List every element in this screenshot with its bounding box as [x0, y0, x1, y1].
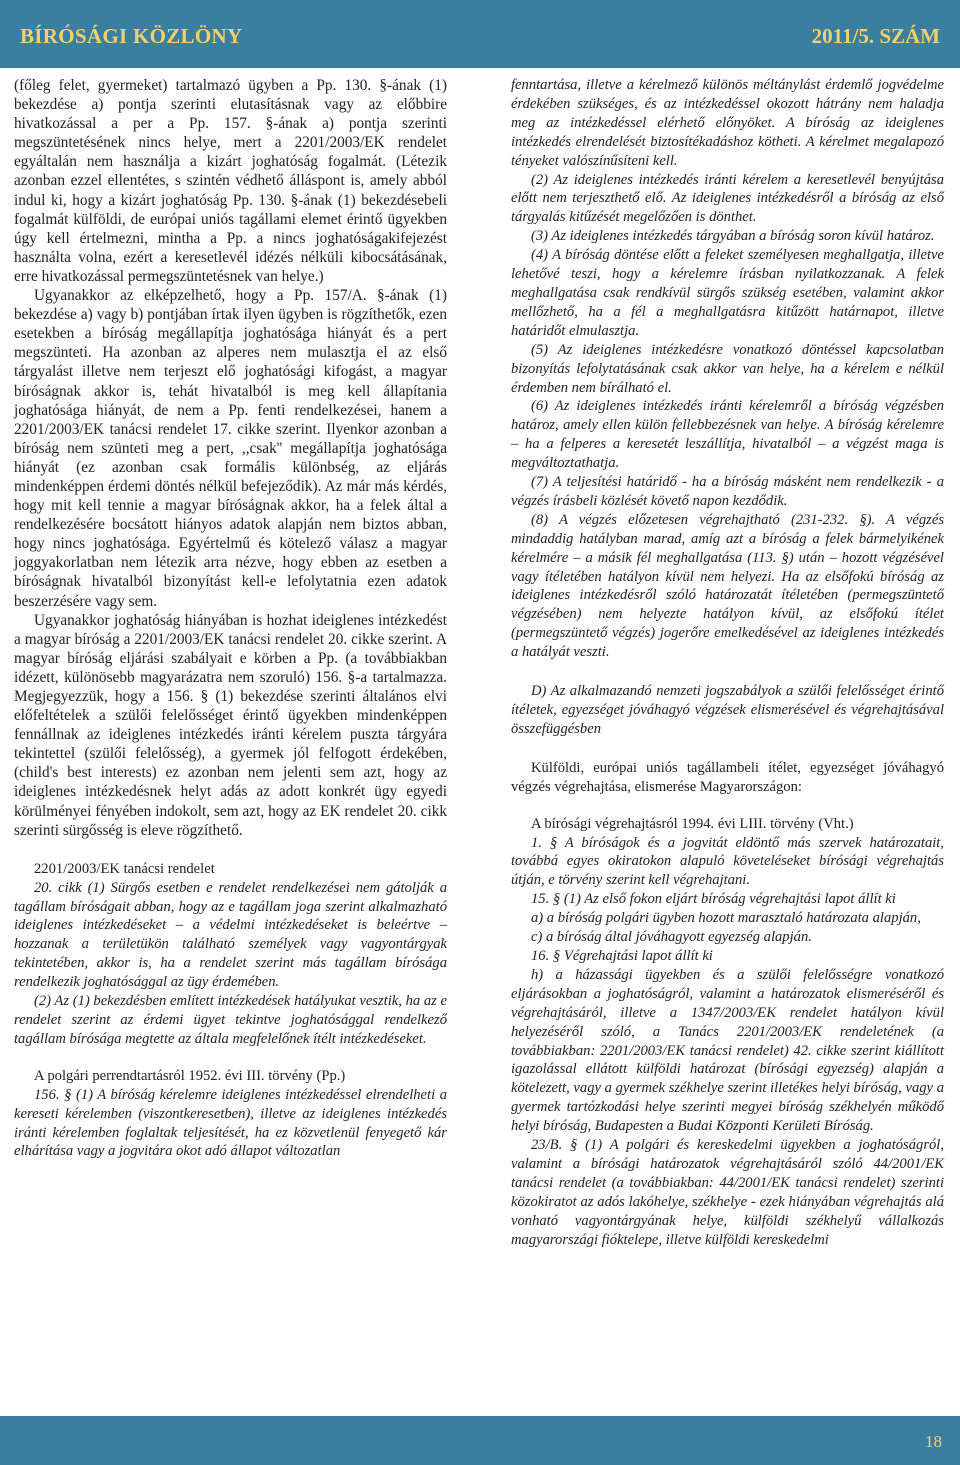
- vht-section-23b: 23/B. § (1) A polgári és kereskedelmi ügyekben a joghatóságról, valamint a bírósági határozatok végrehajtásáról szóló 44/2001/EK tanácsi rendelet (a továbbiakban: 44/2001/EK tanácsi rendelet) szerinti közokiratot az adós lakóhelye, székhelye - ezek hiányában végrehajtás alá vonható vagyontárgyának helye, külföldi székhelyű vállalkozás magyarországi fióktelepe, illetve külföldi kereskedelmi: [511, 1137, 944, 1248]
- section-d-heading: D) Az alkalmazandó nemzeti jogszabályok a szülői felelősséget érintő ítéletek, egyezséget jóváhagyó végzések elismerésével és végrehajtásával összefüggésben: [511, 683, 944, 737]
- regulation-article-20-2: (2) Az (1) bekezdésben említett intézkedések hatályukat vesztik, ha az e rendelet szerint az érdemi ügyet tekintve joghatósággal rendelkező tagállam bírósága megtette az általa megfelelőnek ítélt intézkedéseket.: [14, 993, 447, 1047]
- right-column: [511, 76, 944, 1249]
- left-column: [14, 76, 447, 1161]
- right-paragraph-4: (4) A bíróság döntése előtt a feleket személyesen meghallgatja, illetve lehetővé teszi, hogy a kérelemre írásban nyilatkozzanak. A felek meghallgatása csak rendkívül sürgős szükség esetében, valamint akkor mellőzhető, ha a fél a meghallgatásra kitűzött határnapot, illetve határidőt elmulasztja.: [511, 247, 944, 339]
- vht-section-15-a: a) a bíróság polgári ügyben hozott marasztaló határozata alapján,: [531, 910, 921, 927]
- vht-section-1: 1. § A bíróságok és a jogvitát eldöntő más szervek határozatait, továbbá egyes okiratokon alapuló követeléseket bírósági végrehajtás útján, e törvény szerint kell végrehajtani.: [511, 834, 944, 889]
- vht-section-16-h: h) a házassági ügyekben és a szülői felelősségre vonatkozó eljárásokban a joghatóságról, valamint a határozatok elismeréséről és végrehajtásáról, illetve a 1347/2003/EK rendelet hatályon kívül helyezéséről szóló, a Tanács 2201/2003/EK rendeletének (a továbbiakban: 2201/2003/EK tanácsi rendelet) 42. cikke szerint kiállított igazolással ellátott külföldi határozat (bírósági egyezség) alapján a kötelezett, vagy a gyermek székhelye szerint illetékes helyi bíróság, vagy a gyermek tartózkodási helye szerinti megyei bíróság székhelyén működő helyi bíróság, Budapesten a Budai Központi Kerületi Bíróság.: [511, 966, 944, 1135]
- page-number: 18: [925, 1432, 942, 1451]
- journal-title: BÍRÓSÁGI KÖZLÖNY: [20, 24, 243, 48]
- right-paragraph-8: (8) A végzés előzetesen végrehajtható (231-232. §). A végzés mindaddig hatályban marad, amíg azt a bíróság a felek bármelyikének kérelmére – a másik fél meghallgatása (113. §) után – hozott végzésével vagy ítéletében hatályon kívül nem helyezi. Ha az elsőfokú bíróság az ideiglenes intézkedésről szóló határozatát ítéletében (permegszüntető végzésében) nem helyezte hatályon kívül, az elsőfokú ítélet (permegszüntető végzés) jogerőre emelkedésével az ideiglenes intézkedés a hatályát veszti.: [511, 511, 944, 661]
- enforcement-act-heading: A bírósági végrehajtásról 1994. évi LIII. törvény (Vht.): [531, 815, 854, 832]
- right-paragraph-3: (3) Az ideiglenes intézkedés tárgyában a bíróság soron kívül határoz.: [531, 228, 935, 245]
- right-paragraph-6: (6) Az ideiglenes intézkedés iránti kérelemről a bíróság végzésben határoz, amely ellen külön fellebbezésnek van helye. A bíróság kérelemre – ha a felperes a keresetét leszállítja, hivatalból – a végzést maga is megváltoztathatja.: [511, 398, 944, 472]
- right-paragraph-5: (5) Az ideiglenes intézkedésre vonatkozó döntéssel kapcsolatban bizonyítás lefolytatásának csak akkor van helye, ha a kérelem e nélkül érdemben nem bírálható el.: [511, 341, 944, 396]
- foreign-judgment-heading: Külföldi, európai uniós tagállambeli ítélet, egyezséget jóváhagyó végzés végrehajtása, elismerése Magyarországon:: [511, 759, 944, 795]
- right-paragraph-1: fenntartása, illetve a kérelmező különös méltánylást érdemlő jogvédelme érdekében szükséges, és az intézkedéssel okozott hátrány nem haladja meg az intézkedéssel elérhető előnyöket. A bíróság az ideiglenes intézkedés elrendelését biztosítékadáshoz kötheti. A kérelmet megalapozó tényeket valószínűsíteni kell.: [511, 77, 944, 169]
- vht-section-15-c: c) a bíróság által jóváhagyott egyezség alapján.: [531, 929, 812, 946]
- right-paragraph-2: (2) Az ideiglenes intézkedés iránti kérelem a keresetlevél benyújtása előtt nem terjeszthető elő. Az ideiglenes intézkedésről a bíróság az első tárgyalás kitűzését megelőzően is dönthet.: [511, 171, 944, 226]
- regulation-heading: 2201/2003/EK tanácsi rendelet: [34, 860, 215, 877]
- journal-header: [0, 0, 960, 68]
- vht-section-15: 15. § (1) Az első fokon eljárt bíróság végrehajtási lapot állít ki: [531, 891, 896, 908]
- page-footer: [0, 1416, 960, 1465]
- issue-number: 2011/5. SZÁM: [811, 24, 940, 48]
- left-paragraph-1: (főleg felet, gyermeket) tartalmazó ügyben a Pp. 130. §-ának (1) bekezdése a) pontja szerinti elutasításnak vagy az előbbire hivatkozással a per a Pp. 157. §-ának a) pontja szerinti megszüntetésének nincs helye, mert a 2201/2003/EK rendelet egyáltalán nem használja a kizárt joghatóság fogalmát. (Létezik azonban ezzel ellentétes, s szintén védhető álláspont is, amely abból indul ki, hogy a kizárt joghatóság Pp. 130. §-ának (1) bekezdésebeli fogalmát külföldi, de európai uniós tagállami elemet érintő ügyekben úgy kell értelmezni, mintha a Pp. a nincs joghatóságakifejezést használta volna, ezért a keresetlevél idézés nélküli kibocsátásának, erre hivatkozással permegszüntetésnek van helye.): [14, 77, 447, 285]
- left-paragraph-2: Ugyanakkor az elképzelhető, hogy a Pp. 157/A. §-ának (1) bekezdése a) vagy b) pontjában írtak ilyen ügyben is rögzíthetők, ezen esetekben a bíróság megállapítja joghatósága hiányát és a pert megszünteti. Ha azonban az alperes nem mulasztja el az első tárgyalást illetve nem terjeszt elő joghatósági kifogást, a magyar bíróságnak akkor is, tehát hivatalból is meg kell állapítania joghatósága hiányát, de nem a Pp. fenti rendelkezései, hanem a 2201/2003/EK tanácsi rendelet 17. cikke szerint. Ilyenkor azonban a bíróság nem szünteti meg a pert, ,,csak'' megállapítja joghatósága hiányát (ez azonban csak formális különbség, az eljárás mindenképpen érdemi döntés nélkül befejeződik). Az már más kérdés, hogy mit kell tennie a magyar bíróságnak akkor, ha a felek által a rendelkezésére bocsátott hiányos adatok alapján nem biztos abban, hogy nincs joghatósága. Egyértelmű és kötelező válasz a magyar joggyakorlatban nem létezik arra nézve, hogy ebben az esetben a bíróságnak hivatalból bizonyítást kell-e lefolytatnia ezen adatok beszerzésére vagy sem.: [14, 287, 447, 610]
- regulation-article-20-1: 20. cikk (1) Sürgős esetben e rendelet rendelkezései nem gátolják a tagállam bíróságait abban, hogy az e tagállam joga szerint alkalmazható ideiglenes intézkedéseket – a védelmi intézkedéseket is beleértve – hozzanak a területükön található személyek vagy vagyontárgyak tekintetében, akkor is, ha a rendelet szerint más tagállam bírósága rendelkezik joghatósággal az ügy érdemében.: [14, 879, 447, 991]
- civil-procedure-heading: A polgári perrendtartásról 1952. évi III. törvény (Pp.): [34, 1067, 346, 1084]
- civil-procedure-156-1: 156. § (1) A bíróság kérelemre ideiglenes intézkedéssel elrendelheti a kereseti kérelemben (viszontkeresetben), illetve az ideiglenes intézkedés iránti kérelemben foglaltak teljesítését, ha ez közvetlenül fenyegető kár elhárítása vagy a jogvitára okot adó állapot változatlan: [14, 1086, 447, 1160]
- vht-section-16: 16. § Végrehajtási lapot állít ki: [531, 947, 713, 964]
- left-paragraph-3: Ugyanakkor joghatóság hiányában is hozhat ideiglenes intézkedést a magyar bíróság a 2201/2003/EK tanácsi rendelet 20. cikke szerint. A magyar bíróság eljárási szabályait e körben a Pp. (a továbbiakban idézett, különösebb magyarázatra nem szoruló) 156. §-a tartalmazza. Megjegyezzük, hogy a 156. § (1) bekezdése szerinti általános elvi előfeltételek a szülői felelősséget érintő ügyekben mindenképpen fennállnak az ideiglenes intézkedés iránti kérelem puszta tárgyára tekintettel (szülői felelősség), a gyermek jól felfogott érdekében, (child's best interests) ez azonban nem jelenti sem azt, hogy az ideiglenes intézkedésnek helyt adás az adott konkrét ügy egyedi körülményei fényében indokolt, sem azt, hogy az EK rendelet 20. cikk szerinti sürgősség is eleve rögzíthető.: [14, 611, 447, 839]
- right-paragraph-7: (7) A teljesítési határidő - ha a bíróság másként nem rendelkezik - a végzés írásbeli közlését követő napon kezdődik.: [511, 474, 944, 509]
